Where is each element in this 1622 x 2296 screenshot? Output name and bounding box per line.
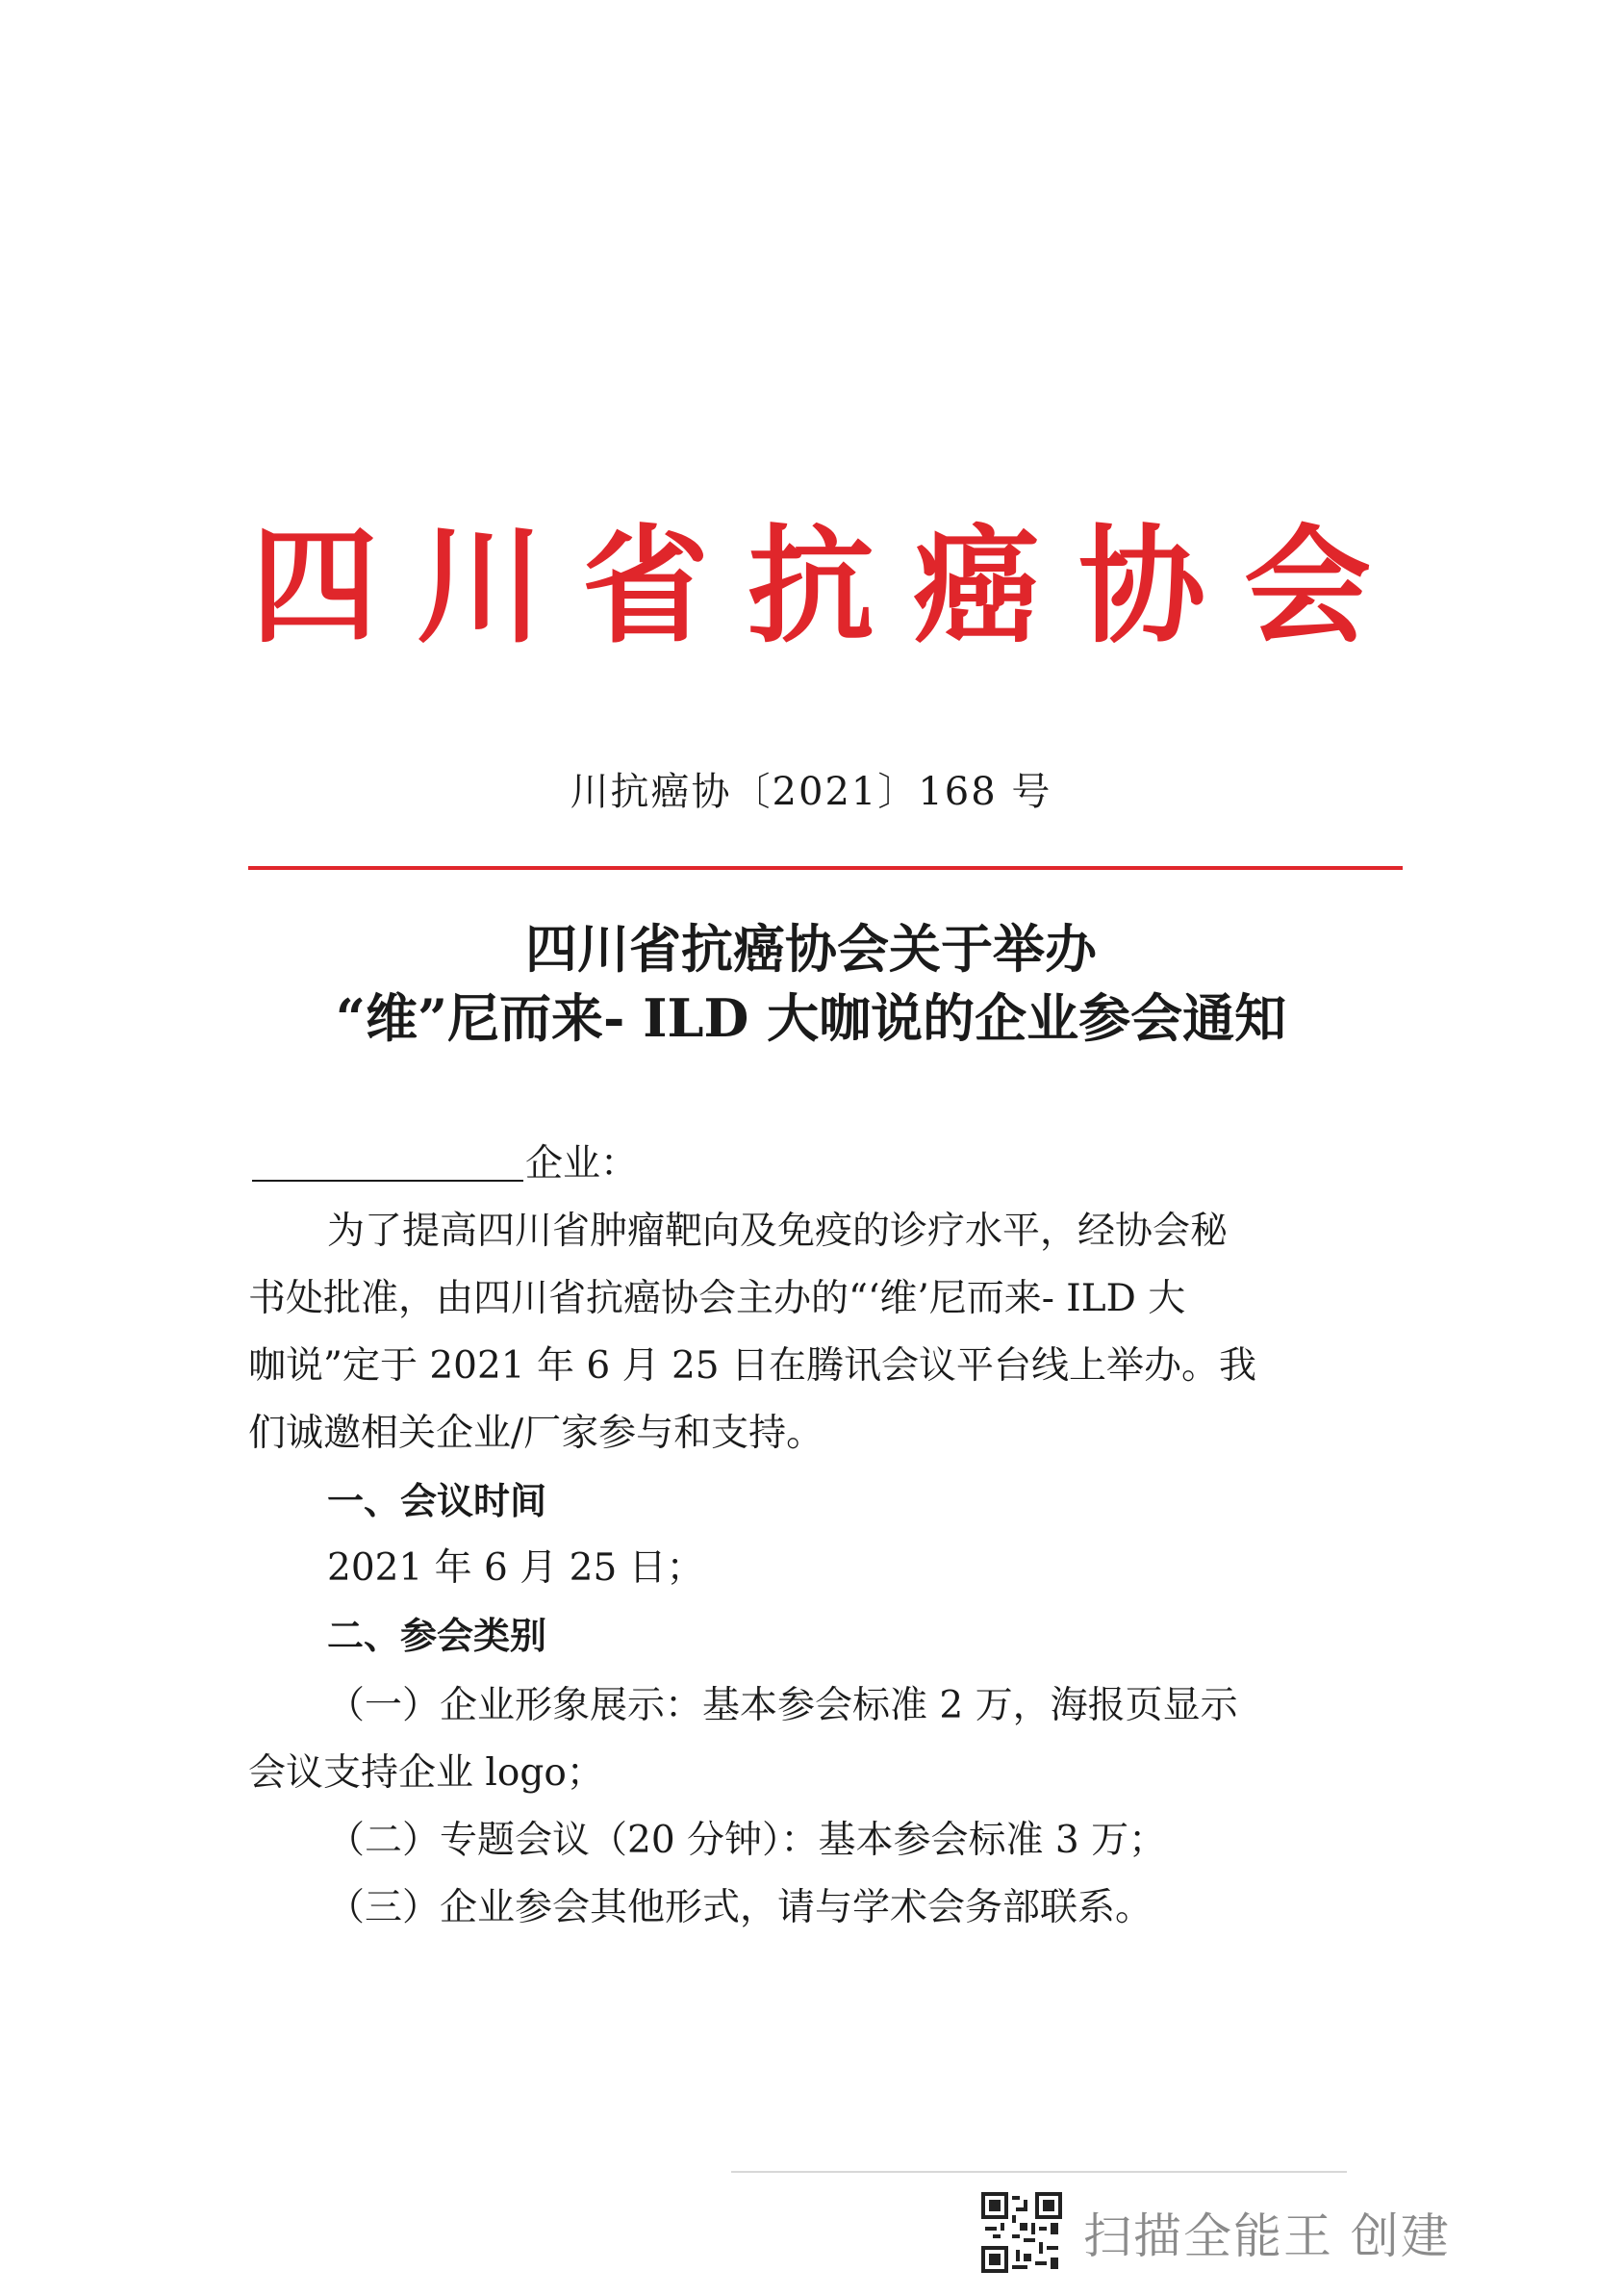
section-heading-participation-types: 二、参会类别 — [327, 1615, 547, 1657]
scanner-watermark — [981, 2184, 1578, 2281]
paragraph-line-4: 们诚邀相关企业/厂家参与和支持。 — [248, 1412, 824, 1455]
document-number: 川抗癌协〔2021〕168 号 — [570, 770, 1052, 814]
letterhead-red-rule — [248, 866, 1403, 870]
paragraph-line-3: 咖说”定于 2021 年 6 月 25 日在腾讯会议平台线上举办。我 — [248, 1344, 1257, 1388]
paragraph-line-1: 为了提高四川省肿瘤靶向及免疫的诊疗水平，经协会秘 — [327, 1210, 1229, 1253]
letterhead-org-name: 四川省抗癌协会 — [251, 512, 1409, 661]
salutation: 企业： — [525, 1142, 639, 1186]
meeting-date: 2021 年 6 月 25 日； — [327, 1546, 704, 1590]
participation-item-1-line-2: 会议支持企业 logo； — [248, 1751, 604, 1795]
paragraph-line-2: 书处批准，由四川省抗癌协会主办的“‘维’尼而来- ILD 大 — [248, 1277, 1186, 1320]
scan-edge-line — [731, 2171, 1347, 2173]
section-heading-meeting-time: 一、会议时间 — [327, 1480, 547, 1522]
notice-title-line-2: “维”尼而来- ILD 大咖说的企业参会通知 — [335, 987, 1287, 1049]
watermark-text: 扫描全能王 创建 — [1083, 2208, 1451, 2264]
qr-code-icon — [981, 2192, 1062, 2273]
participation-item-2: （二）专题会议（20 分钟）：基本参会标准 3 万； — [327, 1819, 1167, 1862]
recipient-blank-line — [252, 1180, 523, 1182]
participation-item-1-line-1: （一）企业形象展示：基本参会标准 2 万，海报页显示 — [327, 1684, 1238, 1727]
notice-title-line-1: 四川省抗癌协会关于举办 — [525, 918, 1097, 980]
participation-item-3: （三）企业参会其他形式，请与学术会务部联系。 — [327, 1886, 1153, 1929]
